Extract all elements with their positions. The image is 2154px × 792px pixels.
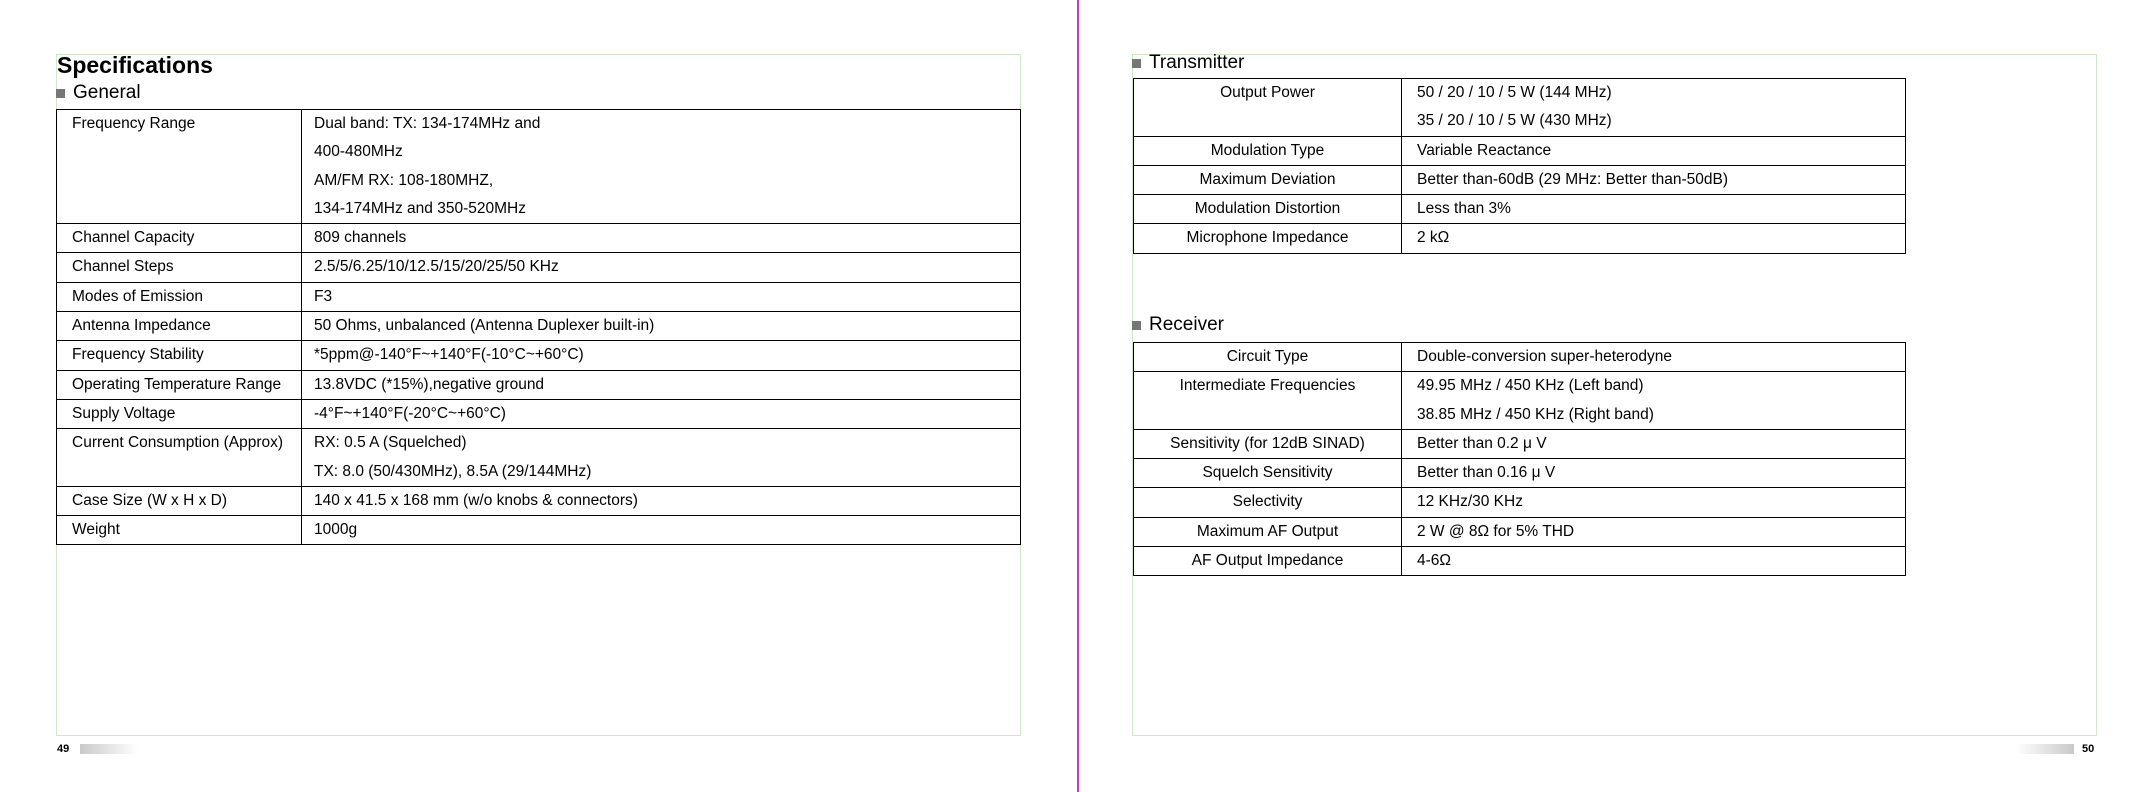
spec-label: AF Output Impedance [1191,552,1344,570]
spec-value: 1000g [314,521,358,539]
spec-label-cell [1134,372,1402,430]
spec-label: Current Consumption (Approx) [72,434,284,452]
spec-label-cell [1134,343,1402,372]
general-spec-table-body [57,110,1021,545]
spec-label: Channel Capacity [72,229,195,247]
section-heading-receiver [1132,314,1224,336]
spec-row [57,224,1021,253]
spec-value-cell [302,224,1021,253]
spec-label: Operating Temperature Range [72,375,282,393]
spec-label-cell [57,110,302,224]
spec-value: Better than 0.16 μ V [1417,464,1556,482]
spec-value: Better than-60dB (29 MHz: Better than-50dB) [1417,170,1729,188]
spec-label: Sensitivity (for 12dB SINAD) [1170,434,1365,452]
spec-label-cell [57,370,302,399]
spec-value: 50 / 20 / 10 / 5 W (144 MHz) [1417,84,1612,101]
spec-value: F3 [314,287,333,305]
spec-value-cell [1402,136,1906,165]
spec-value-cell [1402,547,1906,576]
spec-label: Output Power [1220,84,1315,101]
spec-value: Dual band: TX: 134-174MHz and [314,115,541,132]
spec-row [57,486,1021,515]
spec-value-cell [1402,165,1906,194]
page-fold-line [1077,0,1079,792]
spec-row [57,110,1021,224]
spec-label-cell [1134,165,1402,194]
spec-label-cell [57,341,302,370]
spec-row [57,341,1021,370]
spec-value-cell [1402,488,1906,517]
spec-row [1134,79,1906,137]
spec-label: Selectivity [1232,493,1303,511]
spec-label: Channel Steps [72,258,174,276]
spec-value: 50 Ohms, unbalanced (Antenna Duplexer built-in) [314,317,655,335]
spec-row [1134,429,1906,458]
spec-row [1134,517,1906,546]
spec-label: Squelch Sensitivity [1202,464,1333,482]
page-title: Specifications [57,52,213,78]
spec-row [57,429,1021,487]
spec-row [57,516,1021,545]
spec-label: Supply Voltage [72,404,176,422]
spec-label-cell [1134,488,1402,517]
spec-row [57,282,1021,311]
spec-value: 4-6Ω [1417,552,1451,570]
spec-value: 809 channels [314,229,407,247]
spec-label-cell [1134,79,1402,137]
spec-value-cell [1402,224,1906,253]
spec-value: Double-conversion super-heterodyne [1417,348,1673,365]
general-spec-table [56,109,1021,545]
spec-value-cell [1402,343,1906,372]
spec-row [57,399,1021,428]
spec-label-cell [1134,195,1402,224]
spec-value: RX: 0.5 A (Squelched) [314,434,467,452]
spec-value-cell [302,253,1021,282]
spec-value: *5ppm@-140°F~+140°F(-10°C~+60°C) [314,346,584,364]
spec-value-cell [1402,517,1906,546]
spec-label: Frequency Range [72,115,196,132]
receiver-spec-table [1133,342,1906,576]
spec-label-cell [57,516,302,545]
spec-label: Maximum AF Output [1196,522,1339,540]
spec-label-cell [1134,224,1402,253]
section-heading-transmitter [1132,52,1244,74]
spec-label: Modes of Emission [72,287,203,305]
spec-label-cell [57,399,302,428]
spec-label: Frequency Stability [72,346,204,364]
spec-label: Intermediate Frequencies [1179,377,1356,395]
spec-value: Variable Reactance [1417,141,1552,159]
spec-label: Weight [72,521,120,539]
spec-label-cell [57,224,302,253]
spec-value-cell [1402,372,1906,430]
spec-label-cell [57,282,302,311]
spec-value-cell [302,110,1021,224]
spec-value: 2 W @ 8Ω for 5% THD [1417,522,1575,540]
spec-value: AM/FM RX: 108-180MHZ, [314,171,494,189]
spec-value: 13.8VDC (*15%),negative ground [314,375,545,393]
spec-row [57,312,1021,341]
section-heading-label: General [73,82,141,103]
spec-row [1134,224,1906,253]
transmitter-spec-table [1133,78,1906,254]
spec-row [1134,488,1906,517]
spec-value-cell [1402,79,1906,137]
spec-value: -4°F~+140°F(-20°C~+60°C) [314,404,506,422]
spec-value-cell [1402,429,1906,458]
spec-value: 140 x 41.5 x 168 mm (w/o knobs & connectors) [314,491,638,509]
spec-label: Maximum Deviation [1199,170,1336,188]
transmitter-spec-table-body [1134,79,1906,254]
spec-value: 134-174MHz and 350-520MHz [314,199,526,217]
spec-value-cell [1402,195,1906,224]
spec-row [1134,343,1906,372]
spec-value-cell [1402,459,1906,488]
spec-label: Modulation Type [1210,141,1325,159]
receiver-spec-table-body [1134,343,1906,576]
spec-row [1134,195,1906,224]
spec-value: 35 / 20 / 10 / 5 W (430 MHz) [1417,112,1612,130]
spec-label-cell [1134,517,1402,546]
spec-row [1134,547,1906,576]
page-number-bar-left [80,744,138,754]
spec-label-cell [1134,136,1402,165]
spec-label-cell [1134,429,1402,458]
spec-value-cell [302,341,1021,370]
spec-label-cell [1134,547,1402,576]
spec-value: Less than 3% [1417,200,1511,218]
section-heading-label: Receiver [1149,314,1224,335]
spec-label-cell [57,429,302,487]
spec-row [57,370,1021,399]
page-number-left: 49 [57,743,70,755]
square-bullet-icon [1132,321,1141,330]
page-number-bar-right [2016,744,2074,754]
spec-label: Modulation Distortion [1194,200,1341,218]
spec-row [1134,372,1906,430]
section-heading-general [56,82,141,104]
spec-row [57,253,1021,282]
spec-value-cell [302,312,1021,341]
spec-row [1134,136,1906,165]
spec-label-cell [57,253,302,282]
page-number-right: 50 [2082,743,2095,755]
spec-value: 2.5/5/6.25/10/12.5/15/20/25/50 KHz [314,258,559,276]
spec-value: 49.95 MHz / 450 KHz (Left band) [1417,377,1644,395]
section-heading-label: Transmitter [1149,52,1245,73]
spec-value: TX: 8.0 (50/430MHz), 8.5A (29/144MHz) [314,462,592,480]
spec-value-cell [302,429,1021,487]
spec-value-cell [302,399,1021,428]
spec-value-cell [302,282,1021,311]
spec-label-cell [57,486,302,515]
spec-label: Microphone Impedance [1186,229,1349,247]
spec-value-cell [302,486,1021,515]
spec-value: Better than 0.2 μ V [1417,434,1547,452]
spec-label: Antenna Impedance [72,317,211,335]
spec-value-cell [302,516,1021,545]
spec-row [1134,459,1906,488]
spec-label-cell [1134,459,1402,488]
spec-row [1134,165,1906,194]
square-bullet-icon [56,89,65,98]
spec-value: 2 kΩ [1417,229,1450,247]
spec-value: 12 KHz/30 KHz [1417,493,1523,511]
spec-label-cell [57,312,302,341]
square-bullet-icon [1132,59,1141,68]
spec-value: 400-480MHz [314,143,403,161]
spec-value: 38.85 MHz / 450 KHz (Right band) [1417,405,1654,423]
spec-value-cell [302,370,1021,399]
spec-label: Circuit Type [1226,348,1309,365]
spec-label: Case Size (W x H x D) [72,491,228,509]
